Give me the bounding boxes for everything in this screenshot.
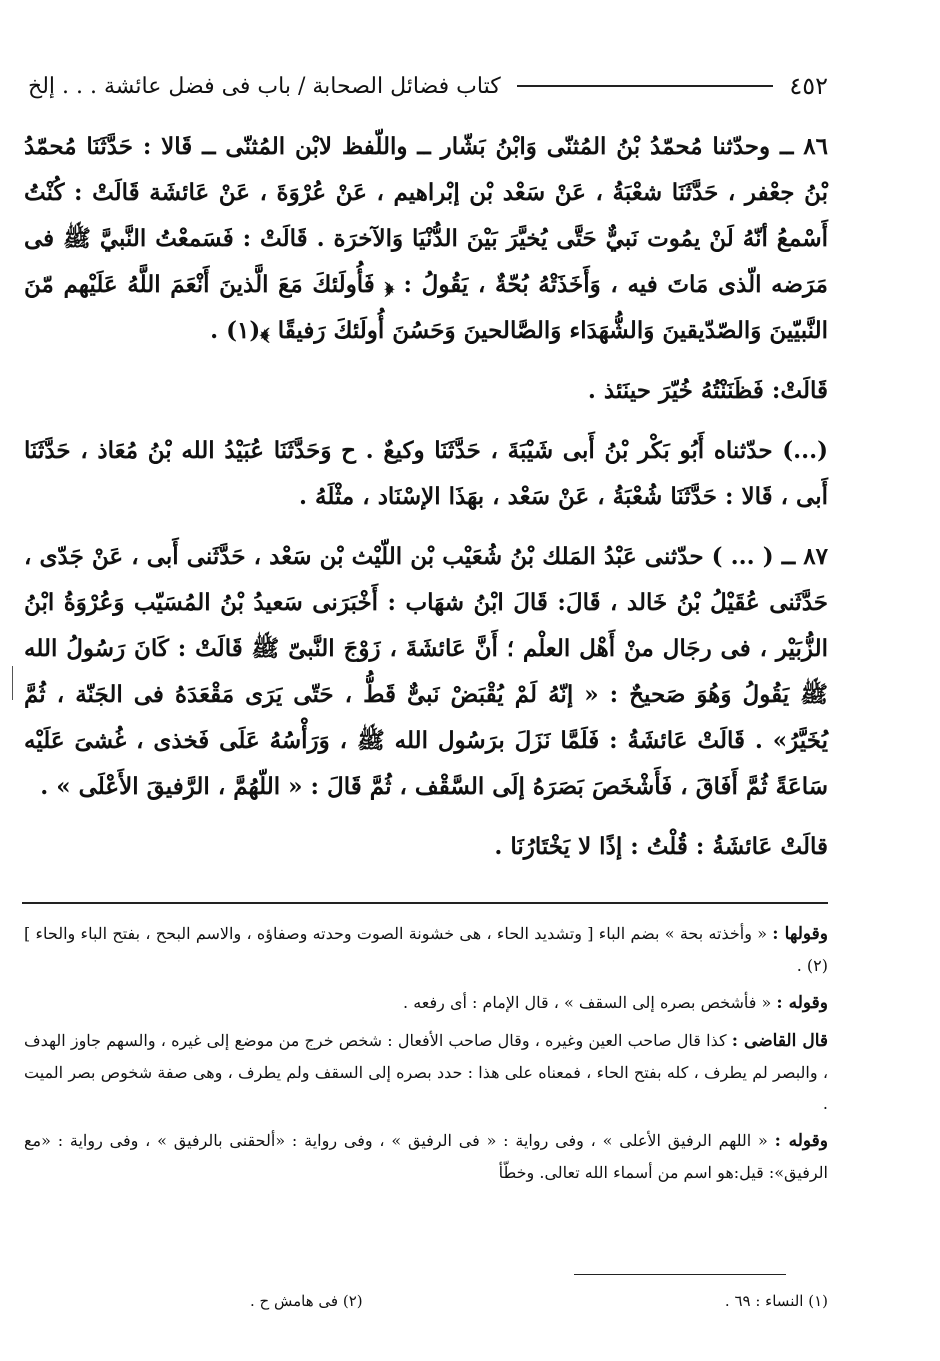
- page-header: [28, 58, 828, 114]
- footnote-rule: [574, 1274, 786, 1275]
- hadith-paragraph: قالَتْ عَائشَةُ : قُلْتُ : إذًا لا يَخْتَارُنَا .: [494, 833, 828, 860]
- hadith-paragraph: قَالَتْ: فَظَنَنْتُهُ خُيّرَ حينَئذ .: [587, 377, 828, 404]
- running-title: كتاب فضائل الصحابة / باب فى فضل عائشة . . . إلخ: [28, 73, 501, 99]
- hadith-paragraph: ٨٧ ــ ( ... ) حدّثنى عَبْدُ المَلك بْنُ شُعَيْب بْن اللّيْث بْن سَعْد ، حَدَّثَنى أَبى ، عَنْ جَدّى ، حَدَّثَنى عُقَيْلُ بْنُ خَالد ، قَالَ: قَالَ ابْنُ شهَاب : أَخْبَرَنى سَعيدُ بْنُ المُسَيّب وَعُرْوَةُ ابْنُ الزُّبَيْر ، فى رجَال منْ أَهْل العلْم ؛ أَنَّ عَائشَةَ ، زَوْجَ النَّبىّ ﷺ قَالَتْ : كَانَ رَسُولُ الله ﷺ يَقُولُ وَهُوَ صَحيحٌ : « إنّهُ لَمْ يُقْبَضْ نَبىٌّ قَطُّ ، حَتّى يَرَى مَقْعَدَهُ فى الجَنّة ، ثُمَّ يُخَيَّرُ» . قَالَتْ عَائشَةُ : فَلَمَّا نَزَلَ برَسُول الله ﷺ ، وَرَأْسُهُ عَلَى فَخذى ، غُشىَ عَلَيْه سَاعَةً ثُمَّ أَفَاقَ ، فَأَشْخَصَ بَصَرَهُ إلَى السَّقْف ، ثُمَّ قَالَ : « اللّهُمَّ ، الرَّفيقَ الأَعْلَى » .: [24, 543, 828, 800]
- commentary-text: « اللهم الرفيق الأعلى » ، وفى رواية : « فى الرفيق » ، وفى رواية : «ألحقنى بالرفيق » ، وفى رواية : «مع الرفيق»: قيل:هو اسم من أسماء الله تعالى. وخطّأ: [24, 1131, 828, 1182]
- hadith-text: [24, 124, 828, 870]
- commentary-lead: قال القاضى :: [731, 1031, 828, 1051]
- commentary: [24, 918, 828, 1194]
- header-rule: [517, 85, 774, 87]
- hadith-paragraph: ٨٦ ــ وحدّثنا مُحمّدُ بْنُ المُثنّى وَابْنُ بَشّار ــ واللّفظ لابْن المُثنّى ــ قَالا : حَدَّثَنَا مُحمّدُ بْنُ جعْفر ، حَدَّثَنَا شعْبَةُ ، عَنْ سَعْد بْن إبْراهيم ، عَنْ عُرْوَةَ ، عَنْ عَائشَة قَالَتْ : كُنْتُ أَسْمعُ أنّهُ لَنْ يمُوت نَبيٌّ حَتَّى يُخيَّرَ بَيْنَ الدُّنْيَا وَالآخرَة . قَالَتْ : فَسَمعْتُ النَّبيَّ ﷺ فى مَرَضه الّذى مَاتَ فيه ، وَأَخَذَتْهُ بُحّةٌ ، يَقُولُ : ﴿ فَأُولَئكَ مَعَ الَّذينَ أَنْعَمَ اللَّهُ عَلَيْهم مّنَ النَّبيّينَ وَالصّدّيقينَ وَالشُّهَدَاء وَالصَّالحينَ وَحَسُنَ أُولَئكَ رَفيقًا ﴾(١) .: [24, 133, 828, 344]
- commentary-lead: وقوله :: [774, 1131, 829, 1151]
- commentary-paragraph: [24, 918, 828, 981]
- hadith-paragraph: (...) حدّثناه أَبُو بَكْر بْنُ أَبى شَيْبَةَ ، حَدَّثَنَا وكيعٌ . ح وَحَدَّثَنَا عُبَيْدُ الله بْنُ مُعَاذ ، حَدَّثَنَا أَبى ، قَالا : حَدَّثَنَا شُعْبَةُ ، عَنْ سَعْد ، بهَذَا الإسْنَاد ، مثْلَهُ .: [24, 437, 828, 510]
- page-number: ٤٥٢: [789, 72, 828, 100]
- commentary-lead: وقولها :: [772, 924, 828, 944]
- commentary-paragraph: [24, 1125, 828, 1188]
- footnote-1: (١) النساء : ٦٩ .: [724, 1292, 828, 1310]
- commentary-separator: [22, 902, 828, 904]
- commentary-paragraph: [24, 987, 828, 1019]
- commentary-text: كذا قال صاحب العين وغيره ، وقال صاحب الأفعال : شخص خرج من موضع إلى غيره ، والسهم جاوز الهدف ، والبصر لم يطرف ، كله بفتح الحاء ، فمعناه على هذا : حدد بصره إلى السقف ولم يطرف ، وهى صفة شخوص بصر الميت .: [24, 1031, 828, 1113]
- footnote-2: (٢) فى هامش ح .: [250, 1292, 363, 1310]
- commentary-lead: وقوله :: [776, 993, 828, 1013]
- margin-mark: [12, 666, 13, 700]
- commentary-paragraph: [24, 1025, 828, 1119]
- footnotes: [250, 1288, 828, 1314]
- commentary-text: « فأشخص بصره إلى السقف » ، قال الإمام : أى رفعه .: [403, 993, 772, 1012]
- commentary-text: « وأخذته بحة » بضم الباء [ وتشديد الحاء ، هى خشونة الصوت وحدته وصفاؤه ، والاسم البحح ، بفتح الباء والحاء ] (٢) .: [24, 924, 828, 975]
